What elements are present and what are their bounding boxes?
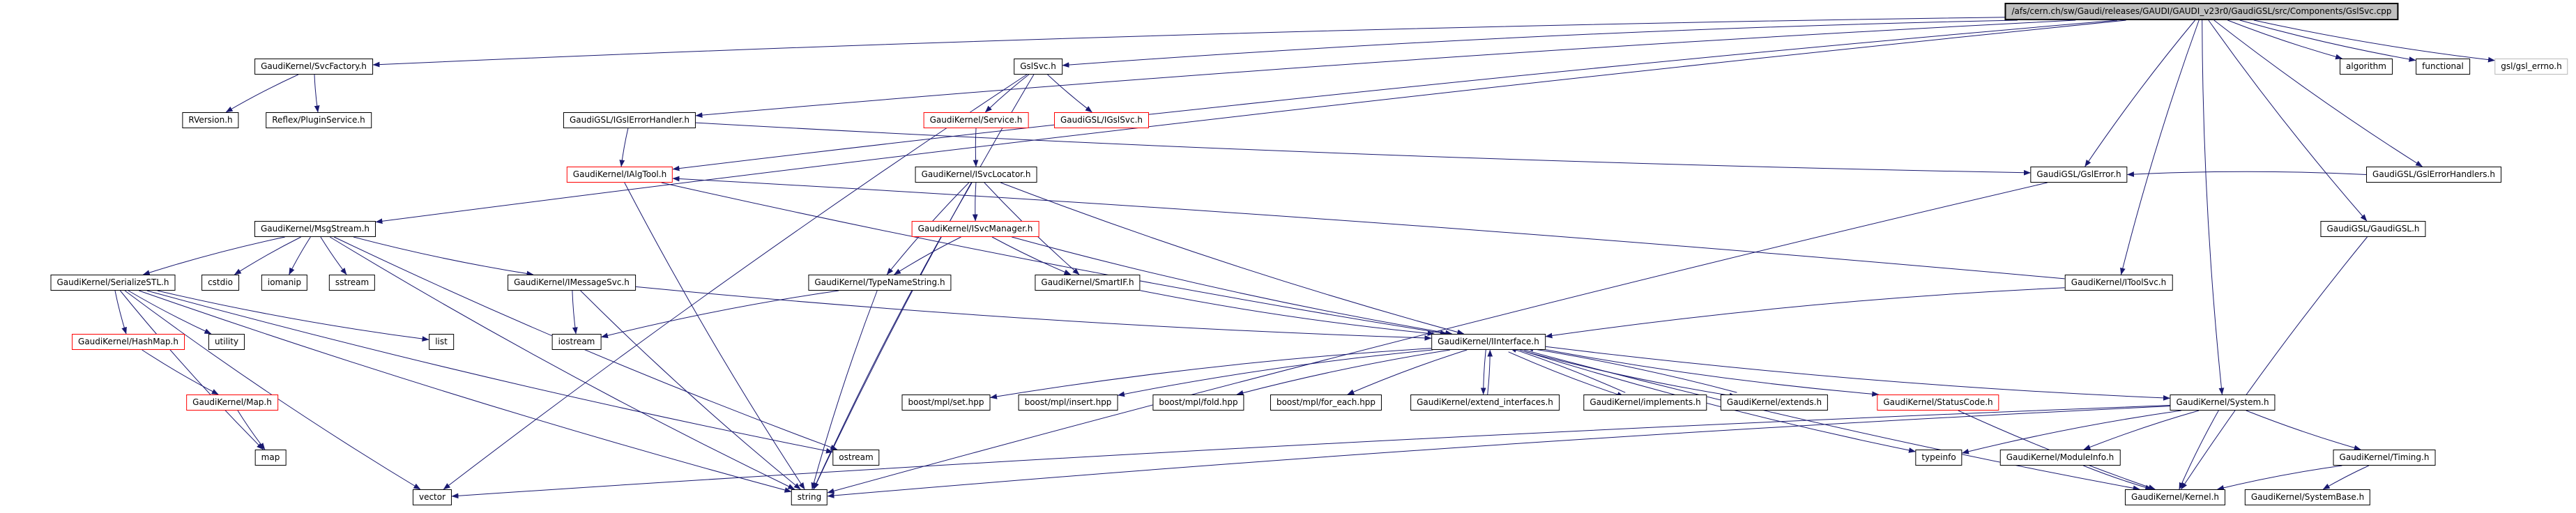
node-typeinfo: typeinfo [1915,450,1962,466]
edge-iinterface-to-statuscode [1546,350,1879,395]
node-iinterface[interactable]: GaudiKernel/IInterface.h [1431,334,1546,350]
node-serializestl[interactable]: GaudiKernel/SerializeSTL.h [51,275,176,291]
node-gslerror[interactable]: GaudiGSL/GslError.h [2030,167,2127,183]
node-gsl_errno: gsl/gsl_errno.h [2494,59,2568,75]
node-imessagesvc[interactable]: GaudiKernel/IMessageSvc.h [508,275,636,291]
edge-map_h-to-map [238,411,265,450]
edge-iinterface-to-implements [1509,352,1624,397]
node-cstdio: cstdio [201,275,239,291]
edge-serializestl-to-hashmap [115,291,126,334]
node-functional: functional [2416,59,2470,75]
edge-timing-to-kernel [2218,466,2342,489]
node-rversion: RVersion.h [182,112,238,128]
edge-itoolsvc-to-iinterface [1546,288,2065,337]
edge-imessagesvc-to-iostream [572,291,576,334]
edge-iinterface-to-kernel [1524,350,2140,489]
node-vector: vector [413,489,452,505]
node-igslerrorhandler[interactable]: GaudiGSL/IGslErrorHandler.h [563,112,696,128]
node-sstream: sstream [329,275,375,291]
node-gslsvc_h[interactable]: GslSvc.h [1014,59,1062,75]
edge-main-to-system [2202,20,2223,395]
node-systembase[interactable]: GaudiKernel/SystemBase.h [2245,489,2370,505]
node-extend_interfaces[interactable]: GaudiKernel/extend_interfaces.h [1410,395,1560,411]
node-iostream: iostream [552,334,602,350]
node-igslsvc[interactable]: GaudiGSL/IGslSvc.h [1054,112,1149,128]
node-isvcmanager[interactable]: GaudiKernel/ISvcManager.h [912,221,1039,237]
edge-isvclocator-to-isvcmanager [975,183,976,221]
edge-moduleinfo-to-kernel [2083,466,2151,489]
edge-iinterface-to-system [1546,346,2170,398]
node-utility: utility [208,334,245,350]
edge-system-to-timing [2246,411,2361,450]
node-hashmap[interactable]: GaudiKernel/HashMap.h [72,334,185,350]
node-moduleinfo[interactable]: GaudiKernel/ModuleInfo.h [2000,450,2121,466]
edge-serializestl-to-ostream [147,291,833,452]
node-mpl_insert: boost/mpl/insert.hpp [1019,395,1118,411]
edge-main-to-igslerrorhandler [696,20,2075,116]
edge-main-to-gaudigsl [2209,20,2367,221]
node-svcfactory[interactable]: GaudiKernel/SvcFactory.h [254,59,373,75]
node-implements[interactable]: GaudiKernel/implements.h [1583,395,1707,411]
edge-itoolsvc-to-ialgtool [673,178,2065,279]
edge-svcfactory-to-rversion [226,75,298,112]
node-algorithm: algorithm [2340,59,2393,75]
node-map: map [255,450,287,466]
node-mpl_foreach: boost/mpl/for_each.hpp [1270,395,1382,411]
edge-system-to-kernel [2179,411,2219,489]
edge-main-to-gslsvc_h [1062,20,2018,66]
edge-hashmap-to-map_h [142,350,219,395]
edge-imessagesvc-to-iinterface [636,286,1431,338]
edge-main-to-ialgtool [673,20,2117,169]
edge-igslerrorhandler-to-ialgtool [621,128,628,167]
node-iomanip: iomanip [261,275,307,291]
edge-serializestl-to-map [120,291,263,450]
edge-serializestl-to-string [139,291,791,492]
edge-msgstream-to-imessagesvc [353,237,533,275]
node-smartif[interactable]: GaudiKernel/SmartIF.h [1035,275,1140,291]
node-typenamestring[interactable]: GaudiKernel/TypeNameString.h [808,275,951,291]
edge-main-to-gslerrorhandlers [2214,20,2423,167]
node-statuscode[interactable]: GaudiKernel/StatusCode.h [1877,395,1999,411]
node-mpl_set: boost/mpl/set.hpp [902,395,991,411]
node-isvclocator[interactable]: GaudiKernel/ISvcLocator.h [915,167,1037,183]
edge-igslerrorhandler-to-gslerror [696,123,2031,173]
node-msgstream[interactable]: GaudiKernel/MsgStream.h [254,221,376,237]
edge-isvcmanager-to-typenamestring [894,237,961,275]
edge-main-to-gslerror [2085,20,2195,167]
node-ostream: ostream [832,450,879,466]
node-main[interactable]: /afs/cern.ch/sw/Gaudi/releases/GAUDI/GAUDI_v23r0/GaudiGSL/src/Components/GslSvc.cpp [2004,3,2398,20]
node-mpl_fold: boost/mpl/fold.hpp [1152,395,1244,411]
edge-extends-to-iinterface [1527,348,1737,392]
node-gaudigsl[interactable]: GaudiGSL/GaudiGSL.h [2320,221,2425,237]
edge-iinterface-to-mpl_fold [1237,350,1450,395]
edge-imessagesvc-to-string [581,291,801,489]
node-map_h[interactable]: GaudiKernel/Map.h [186,395,278,411]
edge-main-to-itoolsvc [2121,20,2200,275]
edge-system-to-string [828,406,2170,496]
node-gslerrorhandlers[interactable]: GaudiGSL/GslErrorHandlers.h [2366,167,2501,183]
edge-main-to-gsl_errno [2254,20,2495,61]
edge-serializestl-to-list [158,291,429,339]
node-list: list [429,334,454,350]
edge-isvclocator-to-iinterface [1000,183,1464,334]
edge-system-to-typeinfo [1963,411,2181,453]
edge-timing-to-systembase [2323,466,2369,489]
edge-msgstream-to-sstream [321,237,346,275]
edge-msgstream-to-serializestl [143,237,284,275]
edge-iinterface-to-mpl_set [991,349,1432,398]
node-kernel[interactable]: GaudiKernel/Kernel.h [2125,489,2225,505]
node-reflex: Reflex/PluginService.h [266,112,372,128]
edge-ialgtool-to-string [625,183,805,489]
edge-msgstream-to-iomanip [289,237,311,275]
edge-iinterface-to-extend_interfaces [1484,350,1486,395]
edge-main-to-svcfactory [373,17,2005,65]
node-timing[interactable]: GaudiKernel/Timing.h [2333,450,2436,466]
edge-extend_interfaces-to-iinterface [1488,350,1491,395]
edge-gslerrorhandlers-to-gslerror [2128,171,2367,174]
node-ialgtool[interactable]: GaudiKernel/IAlgTool.h [567,167,673,183]
edge-typenamestring-to-iostream [602,291,839,337]
edge-svcfactory-to-reflex [314,75,318,112]
node-itoolsvc[interactable]: GaudiKernel/IToolSvc.h [2065,275,2173,291]
node-string: string [791,489,828,505]
node-service[interactable]: GaudiKernel/Service.h [924,112,1029,128]
edge-msgstream-to-cstdio [234,237,300,275]
edge-gslsvc_h-to-igslsvc [1048,75,1092,112]
node-extends[interactable]: GaudiKernel/extends.h [1721,395,1828,411]
edge-main-to-algorithm [2227,20,2342,59]
node-system[interactable]: GaudiKernel/System.h [2170,395,2275,411]
